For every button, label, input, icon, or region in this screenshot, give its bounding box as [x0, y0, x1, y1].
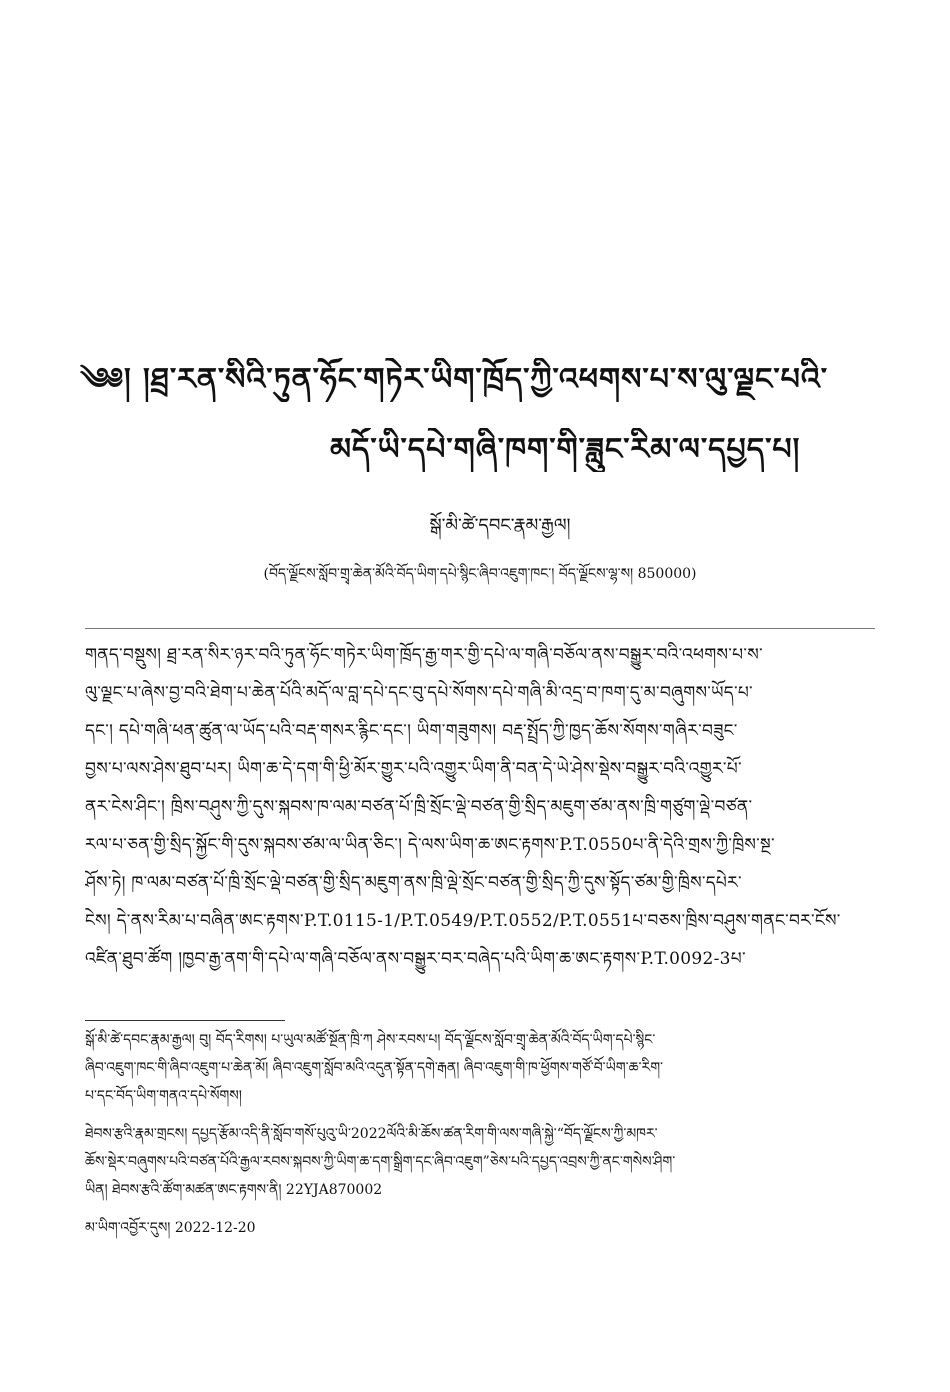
- abstract-line: རལ་པ་ཅན་གྱི་སྲིད་སྐྱོང་གི་དུས་སྐབས་ཙམ་ལ་ཡིན་ཅིང་། དེ་ལས་ཡིག་ཆ་ཨང་རྟགས་P.T.0550པ་ནི་དེའི་གྲས་ཀྱི་ཁྲིས་སྔ་: [85, 835, 775, 855]
- abstract-line: དང་། དཔེ་གཞི་ཕན་ཚུན་ལ་ཡོད་པའི་བརྡ་གསར་རྙིང་དང་། ཡིག་གཟུགས། བརྡ་སྤྲོད་ཀྱི་ཁྱད་ཆོས་སོགས་གཞིར་བཟུང་: [85, 721, 738, 741]
- abstract-line: ནར་ངེས་ཤིང་། ཁྲིས་བཤུས་ཀྱི་དུས་སྐབས་ཁ་ལམ་བཙན་པོ་ཁྲི་སྲོང་ལྡེ་བཙན་གྱི་སྲིད་མཇུག་ཙམ་ནས་ཁྲི་གཙུག་ལྡེ་བཙན་: [85, 797, 753, 817]
- footnote-line: པ་དང་བོད་ཡིག་གནའ་དཔེ་སོགས།: [85, 1088, 242, 1104]
- footnote-author-bio: [85, 1026, 875, 1110]
- footnote-line: ཐེབས་རྩའི་རྣམ་གྲངས། དཔྱད་རྩོམ་འདི་ནི་སློབ་གསོ་པུའུ་ཡི་2022ལོའི་མི་ཆོས་ཚན་རིག་གི་ལས་གཞི་སྐྱེ་“བོད་ལྗོངས་ཀྱི་མཁར་: [85, 1126, 658, 1142]
- abstract-line: ཤོས་ཏེ། ཁ་ལམ་བཙན་པོ་ཁྲི་སྲོང་ལྡེ་བཙན་གྱི་སྲིད་མཇུག་ནས་ཁྲི་ལྡེ་སྲོང་བཙན་གྱི་སྲིད་ཀྱི་དུས་སྟོད་ཙམ་གྱི་ཁྲིས་དཔེར་: [85, 873, 742, 893]
- footnote-line: ཡིན། ཐེབས་རྩའི་ཚོག་མཚན་ཨང་རྟགས་ནི། 22YJA870002: [85, 1182, 383, 1198]
- abstract-block: [85, 636, 875, 978]
- footnote-received-date: [85, 1214, 875, 1242]
- abstract-line: ངེས། དེ་ནས་རིམ་པ་བཞིན་ཨང་རྟགས་P.T.0115-1/P.T.0549/P.T.0552/P.T.0551པ་བཅས་ཁྲིས་བཤུས་གནང་བར་ངོས་: [85, 911, 841, 931]
- abstract-line: ལུ་ལྗང་པ་ཞེས་བྱ་བའི་ཐེག་པ་ཆེན་པོའི་མདོ་ལ་བླ་དཔེ་དང་བུ་དཔེ་སོགས་དཔེ་གཞི་མི་འདྲ་བ་ཁག་དུ་མ་བཞུགས་ཡོད་པ་: [85, 683, 753, 703]
- footnote-line: ཆོས་སྡེར་བཞུགས་པའི་བཙན་པོའི་རྒྱལ་རབས་སྐབས་ཀྱི་ཡིག་ཆ་དག་སྒྲིག་དང་ཞིབ་འཇུག”ཅེས་པའི་དཔྱད་འབྲས་ཀྱི་ནང་གསེས་ཤིག་: [85, 1154, 676, 1170]
- article-title-line-1: ༄༅། །ཐྲ་རན་སིའི་ཏུན་ཧོང་གཏེར་ཡིག་ཁྲོད་ཀྱི་འཕགས་པ་ས་ལུ་ལྗང་པའི་: [80, 362, 829, 397]
- abstract-line: བྱས་པ་ལས་ཤེས་ཐུབ་པར། ཡིག་ཆ་དེ་དག་གི་ཕྱི་མོར་གྱུར་པའི་འགྱུར་ཡིག་ནི་བན་དེ་ཡེ་ཤེས་སྡེས་བསྒྱུར་བའི་འགྱུར་པོ་: [85, 759, 742, 779]
- footnote-funding: [85, 1120, 875, 1204]
- abstract-line: གནད་བསྡུས། ཐྲ་རན་སིར་ཉར་བའི་ཏུན་ཧོང་གཏེར་ཡིག་ཁྲོད་རྒྱ་གར་གྱི་དཔེ་ལ་གཞི་བཅོལ་ནས་བསྒྱུར་བའི་འཕགས་པ་ས་: [85, 645, 763, 665]
- footnote-line: མ་ཡིག་འབྱོར་དུས། 2022-12-20: [85, 1220, 256, 1236]
- article-title-line-2: མདོ་ཡི་དཔེ་གཞི་ཁག་གི་ཟླུང་རིམ་ལ་དཔྱད་པ།: [330, 432, 801, 467]
- footnote-divider: [85, 1020, 285, 1021]
- footnote-line: ཞིབ་འཇུག་ཁང་གི་ཞིབ་འཇུག་པ་ཆེན་མོ། ཞིབ་འཇུག་སློབ་མའི་འདུན་སྟོན་དགེ་རྒན། ཞིབ་འཇུག་གི་ཁ་ཕྱོགས་གཙོ་བོ་ཡིག་ཆ་རིག་: [85, 1060, 663, 1076]
- abstract-divider: [85, 628, 875, 629]
- footnotes-block: [85, 1026, 875, 1242]
- footnote-line: སྒོ་མི་ཚེ་དབང་རྣམ་རྒྱལ། བུ། བོད་རིགས། པ་ཡུལ་མཚོ་སྔོན་ཁྲི་ཀ ཤེས་རབས་པ། བོད་ལྗོངས་སློབ་གྲྭ་ཆེན་མོའི་བོད་ཡིག་དཔེ་སྙིང་: [85, 1032, 656, 1048]
- author-name: སྒོ་མི་ཚེ་དབང་རྣམ་རྒྱལ།: [429, 515, 571, 536]
- author-affiliation: (བོད་ལྗོངས་སློབ་གྲྭ་ཆེན་མོའི་བོད་ཡིག་དཔེ་སྙིང་ཞིབ་འཇུག་ཁང་། བོད་ལྗོངས་ལྷ་ས། 850000): [263, 566, 697, 582]
- abstract-line: འཛིན་ཐུབ་ཚོག །ཁྱབ་རྒྱ་ནག་གི་དཔེ་ལ་གཞི་བཅོལ་ནས་བསྒྱུར་བར་བཞེད་པའི་ཡིག་ཆ་ཨང་རྟགས་P.T.0092-3པ་: [85, 949, 746, 969]
